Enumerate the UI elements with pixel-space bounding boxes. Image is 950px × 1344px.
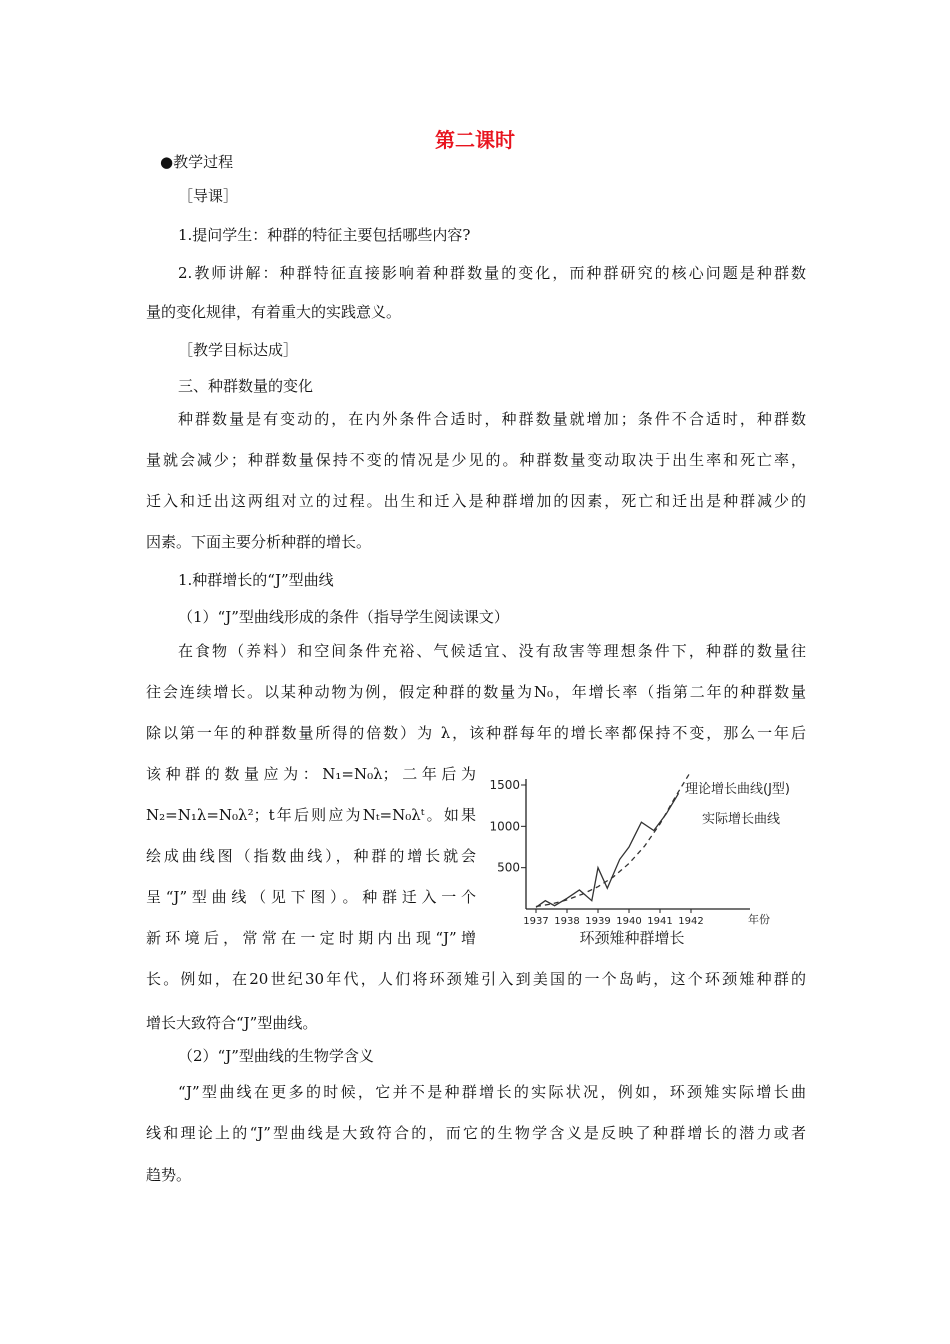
x-tick-label: 1942 bbox=[678, 916, 704, 927]
section-objectives: ［教学目标达成］ bbox=[178, 341, 299, 359]
section-heading: 三、种群数量的变化 bbox=[178, 377, 314, 395]
x-tick-label: 1941 bbox=[647, 916, 673, 927]
paragraph-line: “J”型曲线在更多的时候，它并不是种群增长的实际状况，例如，环颈雉实际增长曲 bbox=[178, 1083, 806, 1101]
subsection-heading: 1.种群增长的“J”型曲线 bbox=[178, 571, 334, 589]
subsection-heading: （2）“J”型曲线的生物学含义 bbox=[178, 1047, 374, 1065]
paragraph-line: 2.教师讲解：种群特征直接影响着种群数量的变化，而种群研究的核心问题是种群数 bbox=[178, 264, 806, 282]
paragraph-line: 线和理论上的“J”型曲线是大致符合的，而它的生物学含义是反映了种群增长的潜力或者 bbox=[146, 1124, 806, 1142]
paragraph-line: 除以第一年的种群数量所得的倍数）为 λ，该种群每年的增长率都保持不变，那么一年后 bbox=[146, 724, 806, 742]
paragraph-line: 增长大致符合“J”型曲线。 bbox=[146, 1014, 318, 1032]
y-tick-label: 500 bbox=[497, 860, 520, 875]
x-tick-label: 1940 bbox=[616, 916, 642, 927]
legend-theoretical: 理论增长曲线(J型) bbox=[685, 782, 790, 797]
y-tick-label: 1500 bbox=[489, 778, 520, 792]
paragraph-line: 量就会减少；种群数量保持不变的情况是少见的。种群数量变动取决于出生率和死亡率， bbox=[146, 451, 806, 469]
paragraph-line: 量的变化规律，有着重大的实践意义。 bbox=[146, 303, 402, 321]
paragraph-line: 1.提问学生：种群的特征主要包括哪些内容? bbox=[178, 226, 471, 244]
paragraph-line: 呈“J”型曲线（见下图）。种群迁入一个 bbox=[146, 888, 476, 906]
paragraph-line: 新环境后，常常在一定时期内出现“J”增 bbox=[146, 929, 476, 947]
paragraph-line: 种群数量是有变动的，在内外条件合适时，种群数量就增加；条件不合适时，种群数 bbox=[178, 410, 806, 428]
paragraph-line: 趋势。 bbox=[146, 1166, 192, 1184]
y-tick-label: 1000 bbox=[489, 819, 520, 834]
x-tick-label: 1937 bbox=[523, 916, 549, 927]
paragraph-line: 因素。下面主要分析种群的增长。 bbox=[146, 533, 372, 551]
paragraph-line: 在食物（养料）和空间条件充裕、气候适宜、没有敌害等理想条件下，种群的数量往 bbox=[178, 642, 806, 660]
x-tick-label: 1938 bbox=[554, 916, 580, 927]
section-teaching-process: ●教学过程 bbox=[160, 153, 234, 171]
paragraph-line: 往会连续增长。以某种动物为例，假定种群的数量为N₀，年增长率（指第二年的种群数量 bbox=[146, 683, 806, 701]
actual-curve bbox=[536, 793, 679, 907]
paragraph-line: 该种群的数量应为：N₁=N₀λ；二年后为 bbox=[146, 765, 476, 783]
population-growth-chart bbox=[470, 763, 830, 963]
subsection-heading: （1）“J”型曲线形成的条件（指导学生阅读课文） bbox=[178, 608, 509, 626]
page-title: 第二课时 bbox=[435, 128, 515, 152]
legend-actual: 实际增长曲线 bbox=[702, 812, 781, 827]
x-axis-label: 年份 bbox=[748, 913, 770, 926]
paragraph-line: 长。例如，在20世纪30年代，人们将环颈雉引入到美国的一个岛屿，这个环颈雉种群的 bbox=[146, 970, 806, 988]
paragraph-line: N₂=N₁λ=N₀λ²；t年后则应为Nₜ=N₀λᵗ。如果 bbox=[146, 806, 476, 824]
section-intro: ［导课］ bbox=[178, 187, 239, 205]
x-tick-label: 1939 bbox=[585, 916, 611, 927]
paragraph-line: 迁入和迁出这两组对立的过程。出生和迁入是种群增加的因素，死亡和迁出是种群减少的 bbox=[146, 492, 806, 510]
chart-caption: 环颈雉种群增长 bbox=[579, 929, 685, 947]
paragraph-line: 绘成曲线图（指数曲线），种群的增长就会 bbox=[146, 847, 476, 865]
chart-axes bbox=[526, 779, 750, 909]
theoretical-curve bbox=[536, 771, 691, 907]
